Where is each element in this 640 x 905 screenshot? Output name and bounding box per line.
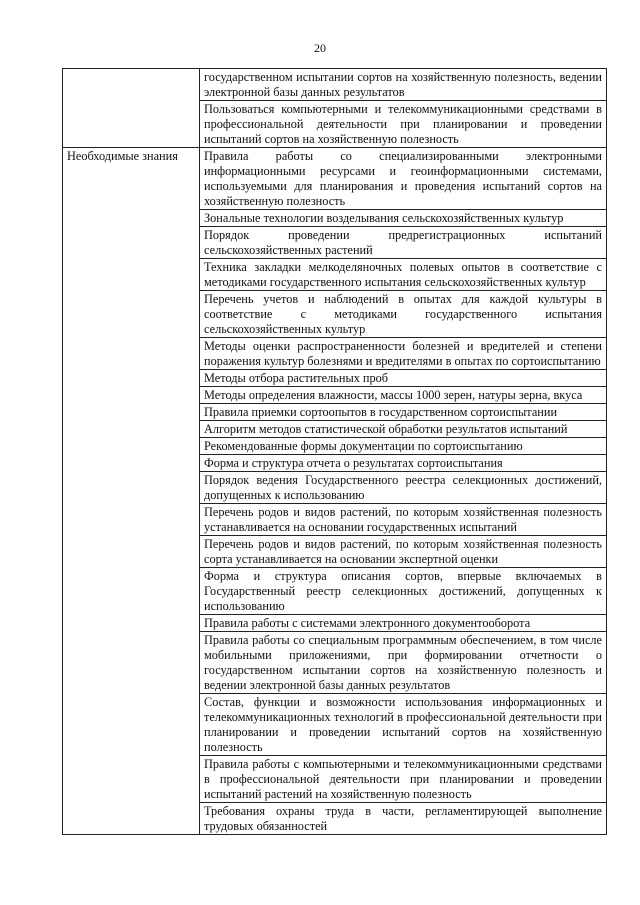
knowledge-item: Правила работы со специальным программным обеспечением, в том числе мобильными приложениями, при формировании отчетности о государственном испытании сортов на хозяйственную полезность и ведении электронной базы данных результатов	[200, 632, 607, 694]
knowledge-item: Техника закладки мелкоделяночных полевых опытов в соответствие с методиками государственного испытания сельскохозяйственных культур	[200, 259, 607, 291]
knowledge-item: Порядок проведении предрегистрационных испытаний сельскохозяйственных растений	[200, 227, 607, 259]
knowledge-item: Перечень родов и видов растений, по которым хозяйственная полезность устанавливается на основании государственных испытаний	[200, 504, 607, 536]
continued-item: государственном испытании сортов на хозяйственную полезность, ведении электронной базы данных результатов	[200, 69, 607, 101]
knowledge-item: Зональные технологии возделывания сельскохозяйственных культур	[200, 210, 607, 227]
knowledge-item: Порядок ведения Государственного реестра селекционных достижений, допущенных к использованию	[200, 472, 607, 504]
knowledge-item: Перечень родов и видов растений, по которым хозяйственная полезность сорта устанавливается на основании экспертной оценки	[200, 536, 607, 568]
knowledge-item: Методы отбора растительных проб	[200, 370, 607, 387]
knowledge-item: Правила работы с компьютерными и телекоммуникационными средствами в профессиональной деятельности при планировании и проведении испытаний растений на хозяйственную полезность	[200, 756, 607, 803]
knowledge-item: Форма и структура отчета о результатах сортоиспытания	[200, 455, 607, 472]
knowledge-item: Правила работы со специализированными электронными информационными ресурсами и геоинформационными системами, используемыми для планирования и проведения испытаний сортов на хозяйственную полезность	[200, 148, 607, 210]
section-label-knowledge: Необходимые знания	[63, 148, 200, 835]
knowledge-item: Форма и структура описания сортов, впервые включаемых в Государственный реестр селекционных достижений, допущенных к использованию	[200, 568, 607, 615]
knowledge-item: Правила работы с системами электронного документооборота	[200, 615, 607, 632]
knowledge-item: Методы оценки распространенности болезней и вредителей и степени поражения культур болезнями и вредителями в опытах по сортоиспытанию	[200, 338, 607, 370]
table-row	[63, 69, 607, 101]
knowledge-item: Состав, функции и возможности использования информационных и телекоммуникационных технологий в профессиональной деятельности при планировании и проведении испытаний сортов на хозяйственную полезность	[200, 694, 607, 756]
knowledge-item: Правила приемки сортоопытов в государственном сортоиспытании	[200, 404, 607, 421]
empty-label-cell	[63, 69, 200, 148]
knowledge-item: Перечень учетов и наблюдений в опытах для каждой культуры в соответствие с методиками государственного испытания сельскохозяйственных культур	[200, 291, 607, 338]
knowledge-item: Рекомендованные формы документации по сортоиспытанию	[200, 438, 607, 455]
knowledge-item: Алгоритм методов статистической обработки результатов испытаний	[200, 421, 607, 438]
continued-item: Пользоваться компьютерными и телекоммуникационными средствами в профессиональной деятельности при планировании и проведении испытаний сортов на хозяйственную полезность	[200, 101, 607, 148]
knowledge-item: Требования охраны труда в части, регламентирующей выполнение трудовых обязанностей	[200, 803, 607, 835]
knowledge-item: Методы определения влажности, массы 1000 зерен, натуры зерна, вкуса	[200, 387, 607, 404]
page-number: 20	[314, 41, 326, 55]
table-row	[63, 148, 607, 210]
requirements-table	[62, 68, 607, 835]
